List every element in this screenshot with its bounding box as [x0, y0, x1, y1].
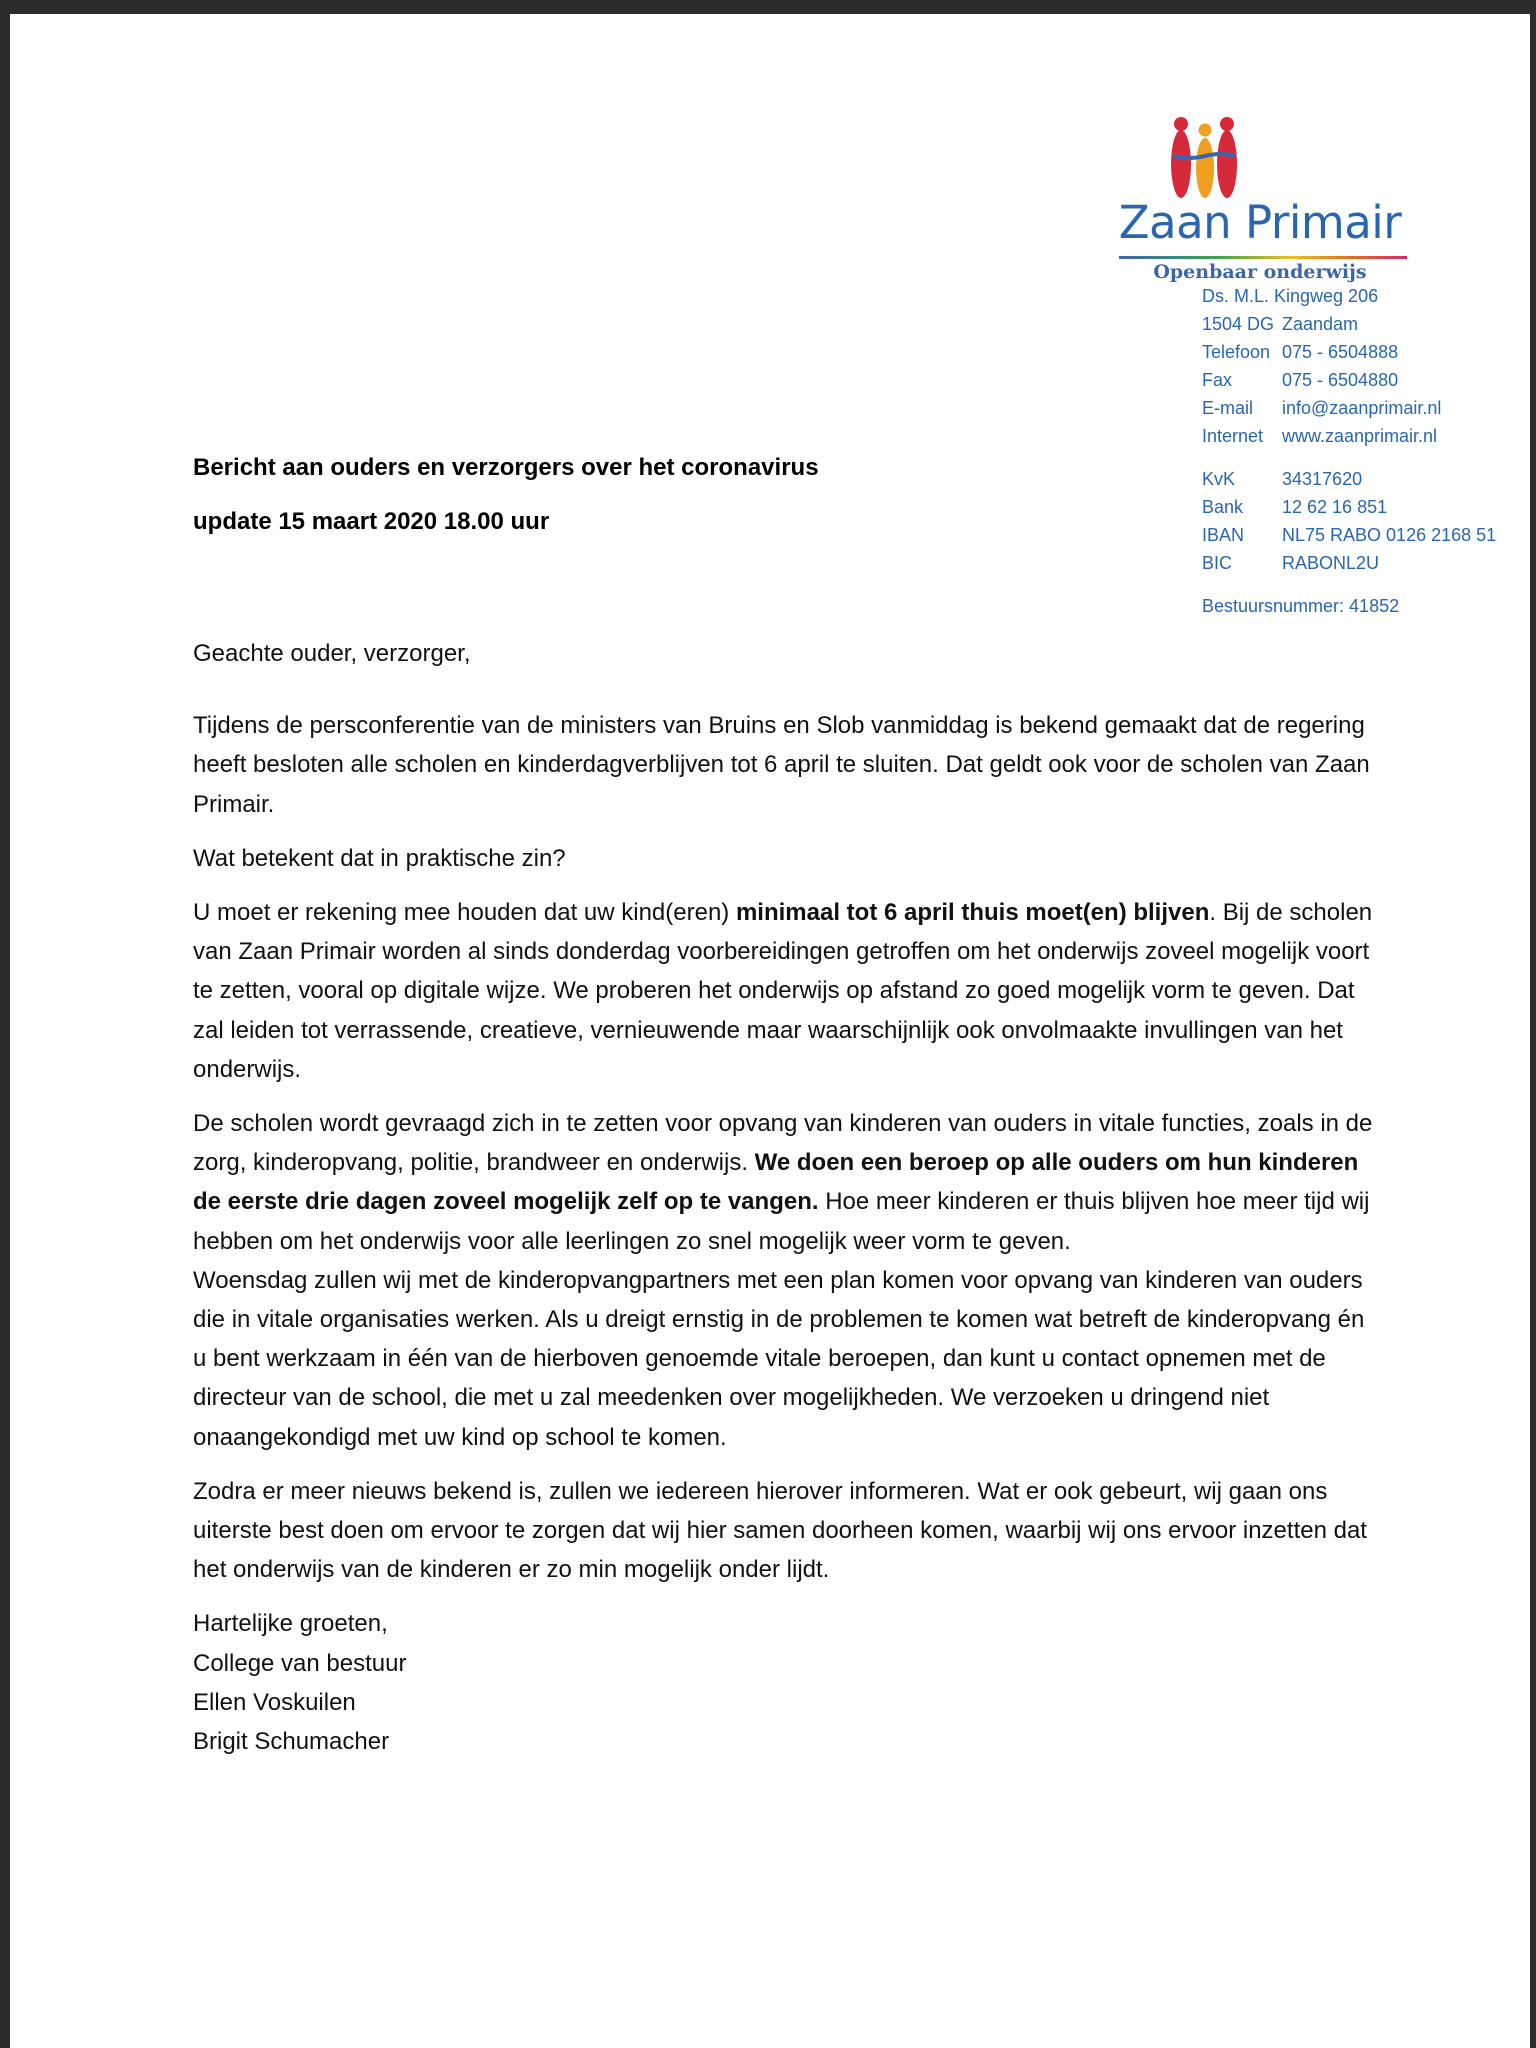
- paragraph: U moet er rekening mee houden dat uw kind(eren) minimaal tot 6 april thuis moet(en) blijven. Bij de scholen van Zaan Primair worden al sinds donderdag voorbereidingen getroffen om het onderwijs zoveel mogelijk voort te zetten, vooral op digitale wijze. We proberen het onderwijs op afstand zo goed mogelijk vorm te geven. Dat zal leiden tot verrassende, creatieve, vernieuwende maar waarschijnlijk ook onvolmaakte invullingen van het onderwijs.: [193, 899, 1373, 1083]
- signatory-name: Ellen Voskuilen: [193, 1688, 356, 1716]
- signatory-body: College van bestuur: [193, 1649, 407, 1677]
- registration-row: BIC RABONL2U: [1202, 553, 1380, 573]
- paragraph: Wat betekent dat in praktische zin?: [193, 844, 566, 872]
- paragraph: Tijdens de persconferentie van de ministers van Bruins en Slob vanmiddag is bekend gemaakt dat de regering heeft besloten alle scholen en kinderdagverblijven tot 6 april te sluiten. Dat geldt ook voor de scholen van Zaan Primair.: [193, 712, 1370, 818]
- signature-block: [193, 1604, 1373, 1761]
- contact-row: Internet www.zaanprimair.nl: [1202, 422, 1441, 450]
- registration-row: IBAN NL75 RABO 0126 2168 51: [1202, 525, 1497, 545]
- letter-page: [10, 14, 1530, 2048]
- signatory-name: Brigit Schumacher: [193, 1728, 390, 1756]
- contact-block: [1202, 282, 1496, 620]
- contact-address: Ds. M.L. Kingweg 206: [1202, 286, 1379, 306]
- children-figures-icon: [1169, 116, 1239, 204]
- paragraph: Woensdag zullen wij met de kinderopvangpartners met een plan komen voor opvang van kinderen van ouders die in vitale organisaties werken. Als u dreigt ernstig in de problemen te komen wat betreft de kinderopvang én u bent werkzaam in één van de hierboven genoemde vitale beroepen, dan kunt u contact opnemen met de directeur van de school, die met u zal meedenken over mogelijkheden. We verzoeken u dringend niet onaangekondigd met uw kind op school te komen.: [193, 1266, 1365, 1451]
- salutation: Geachte ouder, verzorger,: [193, 640, 471, 667]
- contact-row: E-mail info@zaanprimair.nl: [1202, 394, 1441, 422]
- contact-row: 1504 DG Zaandam: [1202, 314, 1359, 334]
- registration-row: KvK 34317620: [1202, 469, 1363, 489]
- email-link[interactable]: info@zaanprimair.nl: [1282, 398, 1442, 418]
- website-link[interactable]: www.zaanprimair.nl: [1282, 426, 1438, 446]
- contact-table: [1202, 310, 1441, 450]
- letter-body: [193, 634, 1373, 1761]
- letter-update-date: update 15 maart 2020 18.00 uur: [193, 508, 550, 535]
- letter-title: Bericht aan ouders en verzorgers over het coronavirus: [193, 454, 819, 481]
- contact-row: Telefoon 075 - 6504888: [1202, 342, 1399, 362]
- logo-title: Zaan Primair: [1118, 196, 1402, 249]
- registration-row: Bank 12 62 16 851: [1202, 497, 1388, 517]
- paragraph: Zodra er meer nieuws bekend is, zullen we iedereen hierover informeren. Wat er ook gebeurt, wij gaan ons uiterste best doen om ervoor te zorgen dat wij hier samen doorheen komen, waarbij wij ons ervoor inzetten dat het onderwijs van de kinderen er zo min mogelijk onder lijdt.: [193, 1477, 1367, 1584]
- paragraph: De scholen wordt gevraagd zich in te zetten voor opvang van kinderen van ouders in vitale functies, zoals in de zorg, kinderopvang, politie, brandweer en onderwijs. We doen een beroep op alle ouders om hun kinderen de eerste drie dagen zoveel mogelijk zelf op te vangen. Hoe meer kinderen er thuis blijven hoe meer tijd wij hebben om het onderwijs voor alle leerlingen zo snel mogelijk weer vorm te geven.: [193, 1110, 1373, 1255]
- closing-greeting: Hartelijke groeten,: [193, 1610, 388, 1638]
- board-number: Bestuursnummer: 41852: [1202, 596, 1400, 616]
- contact-row: Fax 075 - 6504880: [1202, 370, 1399, 390]
- logo-subtitle: Openbaar onderwijs: [1153, 261, 1367, 283]
- registration-table: [1202, 465, 1496, 577]
